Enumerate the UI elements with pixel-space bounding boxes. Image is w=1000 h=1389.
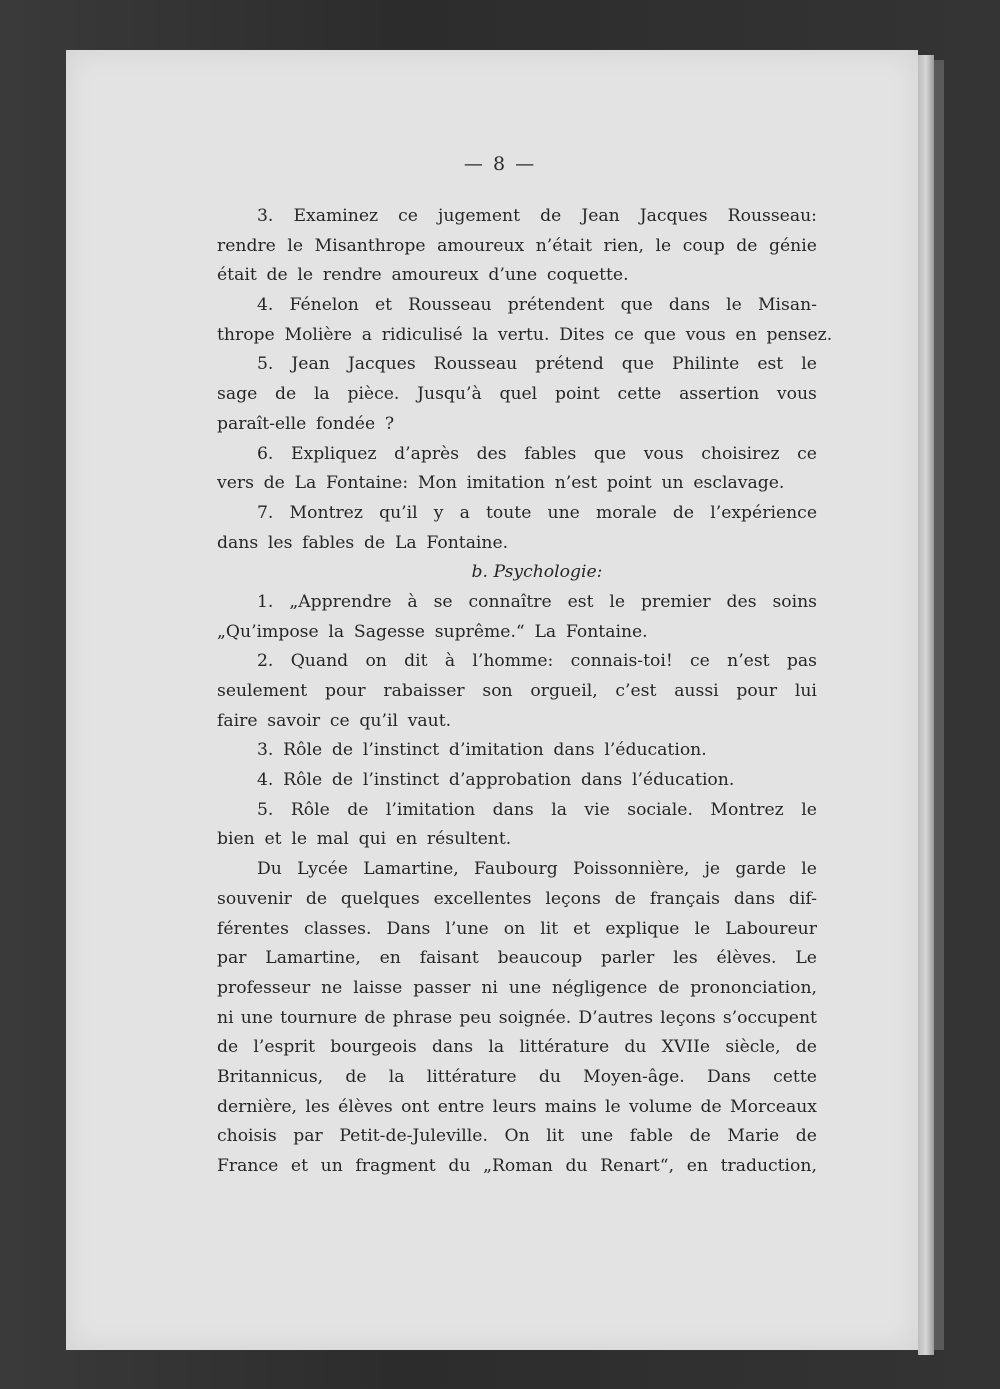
word: l’imitation — [385, 799, 476, 820]
word: ce — [690, 651, 710, 672]
word: en — [686, 1156, 708, 1176]
word: quelques — [340, 888, 420, 909]
text-line: faire savoir ce qu’il vaut. — [217, 710, 452, 731]
word: à — [407, 591, 418, 612]
binding-shadow — [934, 60, 944, 1350]
word: „Roman — [483, 1156, 553, 1176]
word: la — [388, 1066, 405, 1087]
word: ce — [398, 206, 418, 226]
word: le — [694, 918, 711, 939]
word: fragment — [355, 1156, 436, 1176]
word: Lamartine, — [363, 859, 459, 880]
word: rien, — [603, 235, 644, 256]
word: Petit-de-Juleville. — [339, 1126, 488, 1147]
word: Renart“, — [600, 1156, 675, 1176]
word: vie — [584, 799, 610, 820]
word: passer — [413, 977, 471, 998]
word: sociale. — [627, 799, 693, 820]
word: lui — [794, 681, 817, 701]
word: de — [689, 1126, 711, 1147]
text-line — [217, 1152, 817, 1182]
word: coup — [682, 235, 725, 256]
page-edge — [918, 55, 934, 1355]
word: beaucoup — [497, 948, 583, 969]
word: 7. — [257, 502, 274, 523]
word: est — [757, 354, 784, 375]
word: connaître — [468, 591, 552, 612]
word: les — [673, 948, 698, 969]
word: c’est — [615, 681, 657, 701]
word: soignée. — [498, 1007, 572, 1028]
word: que — [621, 354, 654, 375]
word: rendre — [217, 235, 276, 256]
word: lit — [540, 918, 559, 939]
word: fable — [629, 1126, 674, 1147]
word: pas — [786, 651, 817, 672]
word: prononciation, — [690, 977, 817, 998]
word: Jean — [581, 206, 620, 226]
text-line: thrope Molière a ridiculisé la vertu. Dites ce que vous en pensez. — [217, 324, 833, 345]
word: aussi — [674, 681, 719, 701]
word: a — [459, 502, 470, 523]
word: en — [379, 948, 401, 969]
word: classes. — [303, 918, 372, 939]
word: amoureux — [437, 235, 525, 256]
word: une — [580, 1126, 614, 1147]
word: férentes — [217, 918, 289, 939]
word: choisirez — [701, 443, 780, 464]
word: Quand — [290, 651, 349, 672]
word: Montrez — [710, 799, 784, 820]
word: on — [365, 651, 387, 672]
text-line: paraît-elle fondée ? — [217, 413, 395, 434]
word: Fénelon — [289, 295, 359, 316]
word: 2. — [257, 651, 274, 672]
word: dif- — [788, 888, 817, 909]
word: volume — [629, 1096, 693, 1117]
word: On — [504, 1126, 530, 1147]
word: qu’il — [379, 502, 418, 523]
word: on — [503, 918, 526, 939]
word: point — [554, 384, 600, 405]
word: le — [655, 235, 672, 256]
word: assertion — [679, 384, 760, 405]
word: premier — [641, 591, 711, 612]
word: le — [801, 354, 817, 375]
word: pour — [736, 681, 778, 701]
word: par — [217, 948, 247, 969]
text-line — [217, 885, 817, 915]
word: l’esprit — [253, 1037, 315, 1058]
word: mains — [544, 1096, 597, 1117]
word: de — [364, 1007, 386, 1028]
word: d’après — [394, 443, 460, 464]
word: de — [672, 502, 695, 523]
word: Poissonnière, — [572, 859, 690, 880]
word: Philinte — [672, 354, 740, 375]
word: une — [240, 1007, 274, 1028]
word: Moyen-âge. — [583, 1066, 685, 1087]
word: pour — [324, 681, 366, 701]
word: 6. — [257, 443, 274, 464]
word: peu — [459, 1007, 492, 1028]
word: l’homme: — [472, 651, 554, 672]
text-line — [217, 944, 817, 974]
word: excellentes — [433, 888, 532, 909]
word: siècle, — [725, 1037, 781, 1058]
word: son — [482, 681, 513, 701]
text-line — [217, 350, 817, 380]
text-line — [217, 202, 817, 232]
word: laisse — [353, 977, 403, 998]
word: des — [726, 591, 757, 612]
word: seulement — [217, 681, 308, 701]
word: de — [614, 888, 636, 909]
word: littérature — [519, 1037, 610, 1058]
word: Dans — [386, 918, 431, 939]
word: français — [649, 888, 720, 909]
word: morale — [595, 502, 657, 523]
text-line — [217, 440, 817, 470]
word: cette — [617, 384, 662, 405]
word: de — [217, 1037, 239, 1058]
word: la — [313, 384, 330, 405]
word: 5. — [257, 354, 274, 375]
text-line — [217, 291, 817, 321]
word: la — [551, 799, 567, 820]
text-line — [217, 1122, 817, 1152]
word: est — [567, 591, 594, 612]
word: leurs — [492, 1096, 537, 1117]
word: Marie — [727, 1126, 780, 1147]
word: faisant — [419, 948, 479, 969]
word: connais-toi! — [570, 651, 673, 672]
text-line — [217, 974, 817, 1004]
word: rabaisser — [383, 681, 465, 701]
page-number: — 8 — — [463, 153, 537, 175]
text-line: 4. Rôle de l’instinct d’approbation dans l’éducation. — [257, 770, 735, 791]
word: toute — [485, 502, 532, 523]
word: Jusqu’à — [417, 384, 482, 405]
word: 3. — [257, 206, 274, 226]
text-line — [217, 1093, 817, 1123]
word: traduction, — [720, 1156, 817, 1176]
word: lit — [546, 1126, 565, 1147]
word: 5. — [257, 799, 274, 820]
word: ce — [797, 443, 817, 464]
word: tournure — [280, 1007, 358, 1028]
word: le — [609, 591, 626, 612]
word: bourgeois — [330, 1037, 417, 1058]
word: garde — [735, 859, 787, 880]
word: littérature — [426, 1066, 517, 1087]
word: Lamartine, — [265, 948, 361, 969]
text-line: 3. Rôle de l’instinct d’imitation dans l’éducation. — [257, 740, 707, 761]
word: je — [704, 859, 721, 880]
word: le — [801, 859, 817, 880]
word: le — [287, 235, 304, 256]
word: XVIIe — [661, 1037, 711, 1058]
word: 1. — [257, 591, 274, 612]
word: pièce. — [347, 384, 400, 405]
text-line — [217, 232, 817, 262]
word: n’était — [535, 235, 592, 256]
text-line — [217, 796, 817, 826]
word: dans — [733, 888, 776, 909]
word: l’une — [445, 918, 489, 939]
word: de — [345, 1066, 367, 1087]
word: entre — [437, 1096, 485, 1117]
word: Faubourg — [473, 859, 558, 880]
text-line: était de le rendre amoureux d’une coquette. — [217, 265, 629, 286]
word: à — [444, 651, 456, 672]
word: du — [538, 1066, 561, 1087]
word: jugement — [437, 206, 521, 226]
word: Dans — [706, 1066, 751, 1087]
word: Jacques — [347, 354, 416, 375]
word: parler — [601, 948, 655, 969]
word: de — [275, 384, 297, 405]
word: de — [795, 1037, 817, 1058]
body-text — [217, 202, 833, 1182]
word: du — [565, 1156, 588, 1176]
text-line: „Qu’impose la Sagesse suprême.“ La Fontaine. — [217, 621, 648, 642]
text-line: dans les fables de La Fontaine. — [217, 532, 509, 553]
word: de — [736, 235, 758, 256]
word: de — [795, 1126, 817, 1147]
word: phrase — [392, 1007, 453, 1028]
word: fables — [524, 443, 577, 464]
word: de — [347, 799, 369, 820]
word: choisis — [217, 1126, 277, 1147]
word: un — [320, 1156, 343, 1176]
word: souvenir — [217, 888, 292, 909]
word: explique — [605, 918, 680, 939]
word: le — [726, 295, 742, 316]
word: cette — [773, 1066, 817, 1087]
word: ont — [401, 1096, 430, 1117]
word: vous — [776, 384, 817, 405]
word: Morceaux — [730, 1096, 817, 1117]
text-line: bien et le mal qui en résultent. — [217, 829, 512, 850]
word: n’est — [727, 651, 770, 672]
word: Du — [257, 859, 282, 880]
word: Rousseau: — [727, 206, 817, 226]
word: de — [658, 977, 680, 998]
word: prétendent — [507, 295, 605, 316]
word: que — [593, 443, 627, 464]
word: Britannicus, — [217, 1066, 324, 1087]
word: Misanthrope — [314, 235, 426, 256]
word: le — [605, 1096, 621, 1117]
word: une — [547, 502, 580, 523]
text-line: vers de La Fontaine: Mon imitation n’est point un esclavage. — [217, 473, 785, 494]
text-line — [217, 588, 817, 618]
word: 4. — [257, 295, 274, 316]
word: et — [374, 295, 393, 316]
word: de — [305, 888, 327, 909]
word: le — [801, 799, 817, 820]
word: dans — [431, 1037, 474, 1058]
word: leçons — [545, 888, 601, 909]
word: sage — [217, 384, 258, 405]
text-line — [217, 499, 817, 529]
text-line — [217, 915, 817, 945]
word: élèves — [338, 1096, 393, 1117]
word: de — [700, 1096, 722, 1117]
word: dans — [668, 295, 711, 316]
word: prétend — [535, 354, 604, 375]
word: Lycée — [297, 859, 348, 880]
word: y — [433, 502, 444, 523]
text-line — [217, 855, 817, 885]
word: orgueil, — [530, 681, 598, 701]
word: dans — [492, 799, 534, 820]
section-heading: b. Psychologie: — [471, 562, 603, 583]
word: les — [305, 1096, 330, 1117]
word: la — [488, 1037, 505, 1058]
word: Jacques — [639, 206, 708, 226]
word: se — [433, 591, 453, 612]
word: du — [448, 1156, 471, 1176]
word: Examinez — [293, 206, 379, 226]
text-line — [217, 1033, 817, 1063]
word: Jean — [291, 354, 330, 375]
text-line — [217, 1063, 817, 1093]
text-line — [217, 1004, 817, 1034]
word: et — [573, 918, 591, 939]
word: génie — [768, 235, 817, 256]
word: ni — [217, 1007, 234, 1028]
word: professeur — [217, 977, 311, 998]
text-line — [217, 647, 817, 677]
word: Laboureur — [725, 918, 817, 939]
word: de — [540, 206, 562, 226]
word: dernière, — [217, 1096, 297, 1117]
word: du — [624, 1037, 647, 1058]
word: et — [290, 1156, 308, 1176]
text-line — [217, 380, 817, 410]
word: ni — [481, 977, 498, 998]
word: vous — [643, 443, 684, 464]
word: que — [620, 295, 653, 316]
word: ne — [321, 977, 343, 998]
word: D’autres — [578, 1007, 654, 1028]
word: élèves. — [716, 948, 777, 969]
word: dit — [404, 651, 428, 672]
word: l’expérience — [710, 502, 817, 523]
word: par — [293, 1126, 323, 1147]
word: négligence — [552, 977, 648, 998]
word: des — [476, 443, 507, 464]
word: s’occupent — [722, 1007, 817, 1028]
word: soins — [772, 591, 817, 612]
word: leçons — [660, 1007, 716, 1028]
text-line — [217, 677, 817, 707]
word: Le — [795, 948, 817, 969]
word: une — [508, 977, 542, 998]
word: Montrez — [289, 502, 363, 523]
word: Expliquez — [290, 443, 377, 464]
word: France — [217, 1156, 279, 1176]
word: quel — [499, 384, 538, 405]
word: „Apprendre — [289, 591, 392, 612]
word: Rousseau — [433, 354, 518, 375]
word: Rousseau — [408, 295, 492, 316]
word: Misan- — [757, 295, 817, 316]
word: Rôle — [290, 799, 330, 820]
